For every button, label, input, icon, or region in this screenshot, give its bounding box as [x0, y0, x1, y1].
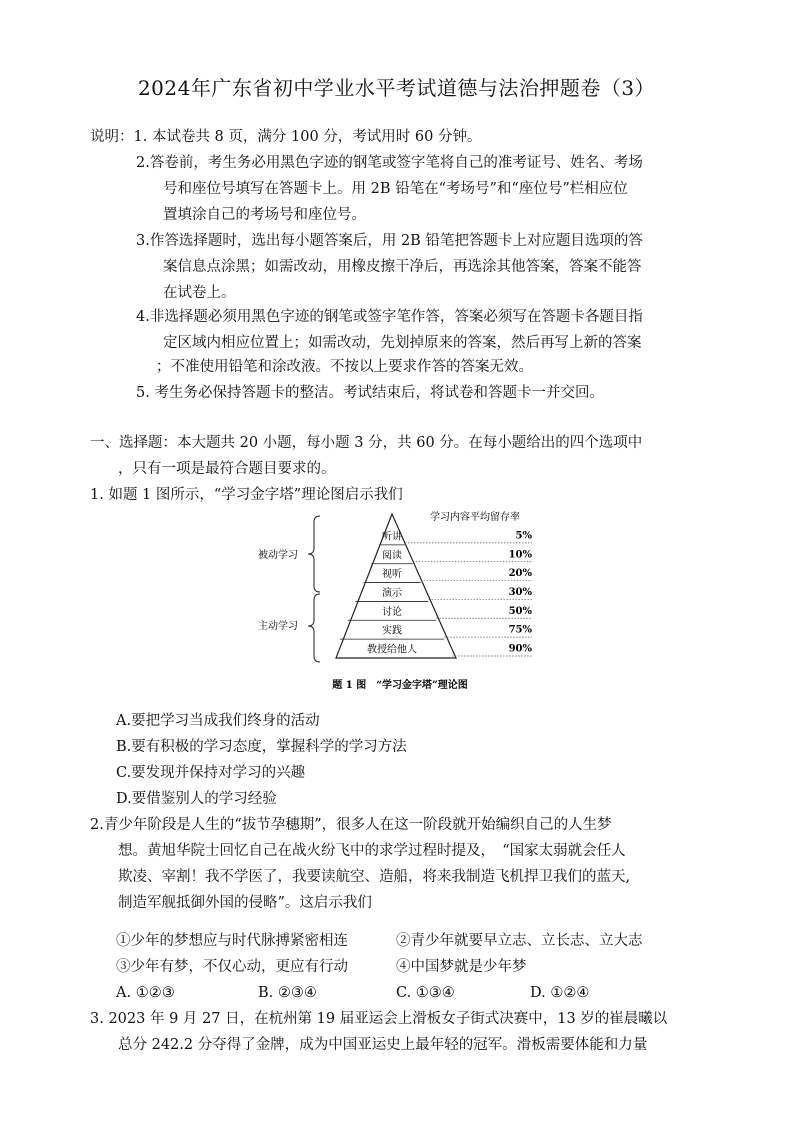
passive-learning-label: 被动学习: [258, 550, 298, 561]
q2-statement-2: ②青少年就要早立志、立长志、立大志: [396, 933, 643, 949]
pyramid-level-label: 教授给他人: [367, 644, 417, 656]
q1-option-c: C.要发现并保持对学习的兴趣: [116, 765, 306, 781]
pyramid-level-label: 听讲: [382, 531, 402, 543]
q2-choice-c: C. ①③④: [396, 985, 455, 1001]
pyramid-level-label: 演示: [382, 588, 402, 599]
figure-caption: 题 1 图 “学习金字塔”理论图: [332, 680, 468, 691]
q2-line-2: 想。黄旭华院士回忆自己在战火纷飞中的求学过程时提及， “国家太弱就会任人: [118, 843, 626, 859]
q1-option-a: A.要把学习当成我们终身的活动: [116, 713, 320, 729]
active-brace: [308, 594, 320, 662]
instruction-line-2: 2.答卷前，考生务必用黑色字迹的钢笔或签字笔将自己的准考证号、姓名、考场: [136, 155, 643, 171]
q1-option-d: D.要借鉴别人的学习经验: [116, 791, 277, 807]
instruction-line-6: 案信息点涂黑；如需改动，用橡皮擦干净后，再选涂其他答案，答案不能答: [163, 259, 642, 275]
instruction-line-8: 4.非选择题必须用黑色字迹的钢笔或签字笔作答，答案必须写在答题卡各题目指: [136, 309, 643, 325]
learning-pyramid-figure: [250, 508, 550, 700]
active-learning-label: 主动学习: [258, 621, 298, 632]
q2-line-3: 欺凌、宰割！我不学医了，我要读航空、造船，将来我制造飞机捍卫我们的蓝天,: [118, 869, 631, 885]
q2-statement-4: ④中国梦就是少年梦: [396, 959, 527, 975]
pyramid-level-label: 视听: [382, 569, 402, 581]
passive-brace: [308, 516, 320, 592]
retention-rate: 50%: [508, 605, 532, 617]
q2-line-1: 2.青少年阶段是人生的“拔节孕穗期”，很多人在这一阶段就开始编织自己的人生梦: [90, 817, 612, 833]
instruction-line-4: 置填涂自己的考场号和座位号。: [163, 207, 366, 223]
pyramid-level-label: 讨论: [382, 606, 402, 618]
instruction-line-10: ；不准使用铅笔和涂改液。不按以上要求作答的答案无效。: [156, 359, 533, 375]
retention-rate: 20%: [508, 568, 532, 580]
instruction-line-3: 号和座位号填写在答题卡上。用 2B 铅笔在“考场号”和“座位号”栏相应位: [163, 181, 628, 197]
instruction-line-1: 说明：1. 本试卷共 8 页，满分 100 分，考试用时 60 分钟。: [90, 129, 482, 145]
q3-line-1: 3. 2023 年 9 月 27 日，在杭州第 19 届亚运会上滑板女子街式决赛中，13 岁的崔晨曦以: [90, 1011, 668, 1027]
q3-line-2: 总分 242.2 分夺得了金牌，成为中国亚运史上最年轻的冠军。滑板需要体能和力量: [118, 1037, 648, 1053]
instruction-line-7: 在试卷上。: [163, 285, 236, 301]
q2-statement-1: ①少年的梦想应与时代脉搏紧密相连: [116, 933, 348, 949]
instruction-line-5: 3.作答选择题时，选出每小题答案后，用 2B 铅笔把答题卡上对应题目选项的答: [136, 233, 643, 249]
section-heading-cont: ，只有一项是最符合题目要求的。: [118, 461, 336, 477]
retention-rate: 75%: [508, 624, 532, 636]
retention-header: 学习内容平均留存率: [430, 512, 520, 523]
retention-rate: 90%: [508, 643, 532, 655]
q2-choice-b: B. ②③④: [258, 985, 317, 1001]
retention-rate: 30%: [508, 587, 532, 598]
retention-rate: 5%: [515, 530, 532, 542]
retention-rate: 10%: [508, 549, 532, 561]
q2-statement-3: ③少年有梦，不仅心动，更应有行动: [116, 959, 348, 975]
pyramid-level-label: 实践: [382, 625, 402, 637]
pyramid-level-label: 阅读: [382, 550, 402, 562]
page-title: 2024年广东省初中学业水平考试道德与法治押题卷（3）: [137, 76, 656, 100]
q2-choice-d: D. ①②④: [530, 985, 590, 1001]
q2-choice-a: A. ①②③: [116, 985, 175, 1001]
q1-option-b: B.要有积极的学习态度，掌握科学的学习方法: [116, 739, 407, 755]
q2-line-4: 制造军舰抵御外国的侵略”。这启示我们: [118, 895, 372, 911]
instruction-line-11: 5. 考生务必保持答题卡的整洁。考试结束后，将试卷和答题卡一并交回。: [136, 385, 604, 401]
q1-stem: 1. 如题 1 图所示，“学习金字塔”理论图启示我们: [90, 487, 403, 503]
section-heading: 一、选择题：本大题共 20 小题，每小题 3 分，共 60 分。在每小题给出的四个选项中: [90, 435, 643, 451]
instruction-line-9: 定区域内相应位置上；如需改动，先划掉原来的答案，然后再写上新的答案: [163, 335, 642, 351]
